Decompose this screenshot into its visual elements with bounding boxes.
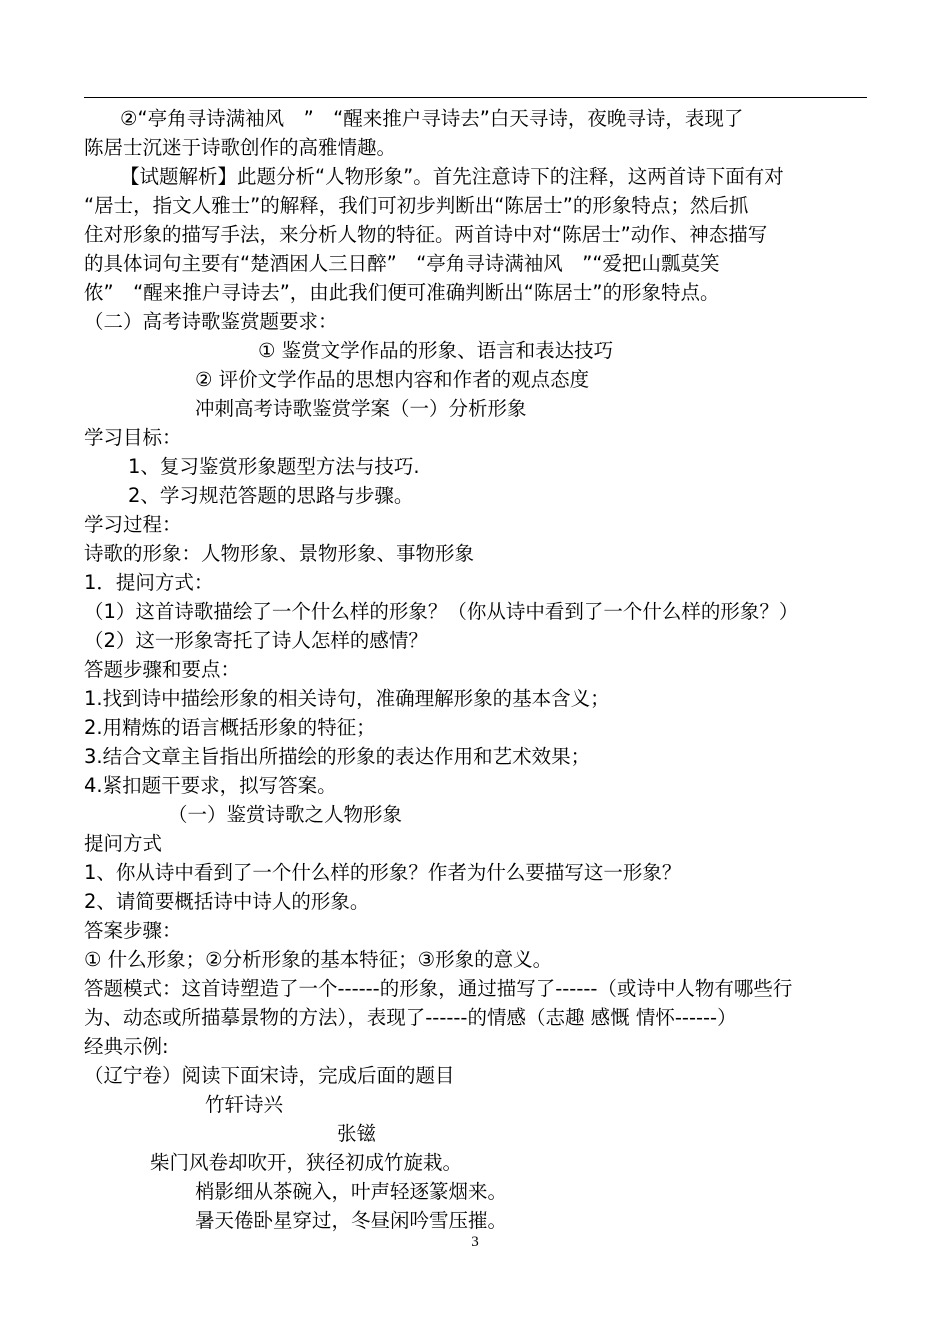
text-line: ① 什么形象；②分析形象的基本特征；③形象的意义。 — [84, 948, 553, 971]
section-heading: 答题步骤和要点： — [84, 658, 241, 681]
list-item: 1、你从诗中看到了一个什么样的形象？作者为什么要描写这一形象？ — [84, 861, 682, 884]
text-line: ② 评价文学作品的思想内容和作者的观点态度 — [195, 368, 590, 391]
text-line: 的具体词句主要有“楚酒困人三日醉” “亭角寻诗满袖风 ”“爱把山瓢莫笑 — [84, 252, 720, 275]
header-rule — [84, 97, 867, 98]
list-item: 4.紧扣题干要求，拟写答案。 — [84, 774, 337, 797]
section-heading: （一）鉴赏诗歌之人物形象 — [168, 803, 403, 826]
list-item: 3.结合文章主旨指出所描绘的形象的表达作用和艺术效果； — [84, 745, 591, 768]
poem-title: 竹轩诗兴 — [205, 1093, 284, 1116]
section-heading: 经典示例: — [84, 1035, 169, 1058]
text-line: 1．提问方式： — [84, 571, 214, 594]
text-line: 住对形象的描写手法，来分析人物的特征。两首诗中对“陈居士”动作、神态描写 — [84, 223, 768, 246]
list-item: 1、复习鉴赏形象题型方法与技巧. — [128, 455, 420, 478]
list-item: 2、请简要概括诗中诗人的形象。 — [84, 890, 370, 913]
section-heading: 学习过程： — [84, 513, 182, 536]
poem-line: 梢影细从茶碗入，叶声轻逐篆烟来。 — [195, 1180, 508, 1203]
text-line: （辽宁卷）阅读下面宋诗，完成后面的题目 — [84, 1064, 455, 1087]
poem-author: 张镃 — [337, 1122, 377, 1145]
section-heading: 学习目标： — [84, 426, 182, 449]
list-item: 1.找到诗中描绘形象的相关诗句，准确理解形象的基本含义； — [84, 687, 610, 710]
text-line: ① 鉴赏文学作品的形象、语言和表达技巧 — [258, 339, 614, 362]
poem-line: 柴门风卷却吹开，狭径初成竹旋栽。 — [150, 1151, 463, 1174]
text-line: ②“亭角寻诗满袖风 ” “醒来推户寻诗去”白天寻诗，夜晚寻诗，表现了 — [120, 107, 744, 130]
text-line: 答题模式：这首诗塑造了一个------的形象，通过描写了------（或诗中人物有哪些行 — [84, 977, 793, 1000]
text-line: 陈居士沉迷于诗歌创作的高雅情趣。 — [84, 136, 397, 159]
poem-line: 暑天倦卧星穿过，冬昼闲吟雪压摧。 — [195, 1209, 508, 1232]
text-line: 【试题解析】此题分析“人物形象”。首先注意诗下的注释，这两首诗下面有对 — [120, 165, 784, 188]
list-item: 2.用精炼的语言概括形象的特征； — [84, 716, 376, 739]
section-heading: 答案步骤： — [84, 919, 182, 942]
text-line: 为、动态或所描摹景物的方法），表现了------的情感（志趣 感慨 情怀------） — [84, 1006, 737, 1029]
text-line: 诗歌的形象：人物形象、景物形象、事物形象 — [84, 542, 475, 565]
page-number: 3 — [471, 1234, 479, 1250]
section-heading: 提问方式 — [84, 832, 163, 855]
section-heading: （二）高考诗歌鉴赏题要求： — [84, 310, 338, 333]
list-item: （2）这一形象寄托了诗人怎样的感情？ — [84, 629, 428, 652]
list-item: （1）这首诗歌描绘了一个什么样的形象？（你从诗中看到了一个什么样的形象？） — [84, 600, 799, 623]
text-line: 侬” “醒来推户寻诗去”，由此我们便可准确判断出“陈居士”的形象特点。 — [84, 281, 720, 304]
list-item: 2、学习规范答题的思路与步骤。 — [128, 484, 414, 507]
text-line: “居士，指文人雅士”的解释，我们可初步判断出“陈居士”的形象特点；然后抓 — [84, 194, 749, 217]
document-subtitle: 冲刺高考诗歌鉴赏学案（一）分析形象 — [195, 397, 527, 420]
